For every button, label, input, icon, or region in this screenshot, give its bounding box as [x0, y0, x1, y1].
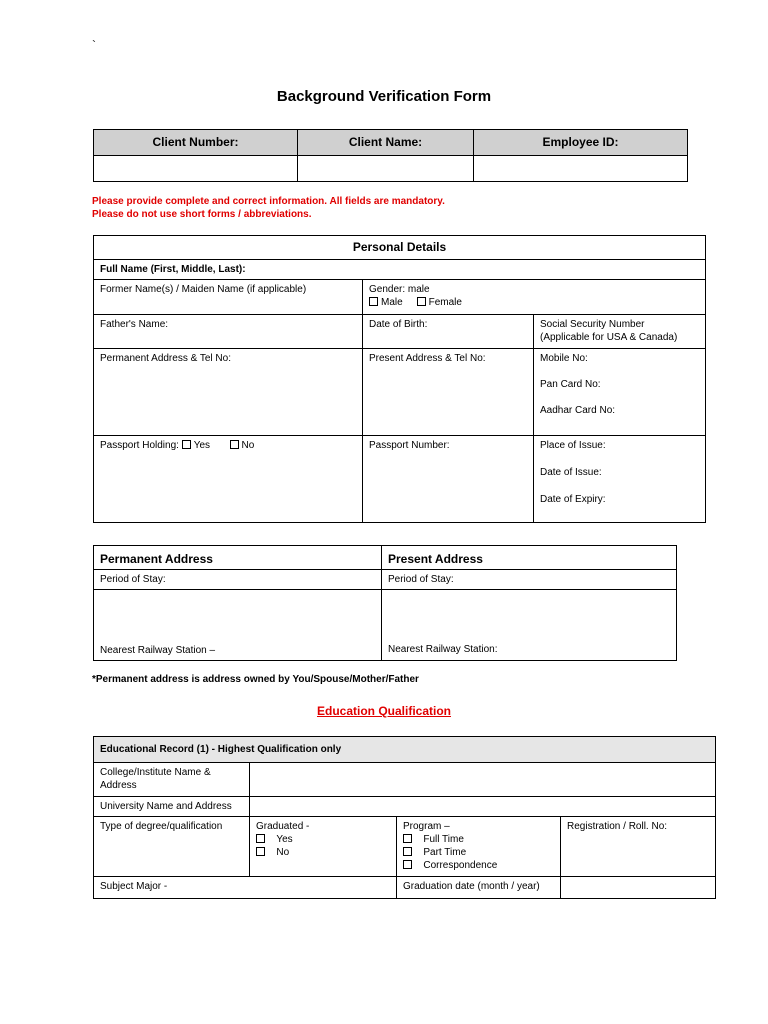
subject-major-field[interactable]	[94, 877, 397, 899]
university-label-cell	[94, 797, 250, 817]
form-title: Background Verification Form	[276, 88, 492, 105]
registration-field[interactable]	[561, 817, 716, 877]
graduation-date-label: Graduation date (month / year)	[403, 881, 540, 892]
program-label: Program –	[403, 821, 450, 832]
program-correspondence-option[interactable]	[403, 859, 554, 872]
instruction-line-1: Please provide complete and correct information. All fields are mandatory.	[92, 196, 445, 207]
college-label: College/Institute Name &	[100, 767, 211, 778]
present-period-field[interactable]	[382, 570, 677, 590]
education-table	[93, 736, 716, 899]
gender-female-option[interactable]	[417, 297, 462, 308]
present-railway-field[interactable]	[382, 590, 677, 661]
gender-male-option[interactable]	[369, 297, 403, 308]
passport-holding-label: Passport Holding:	[100, 440, 179, 451]
gender-label: Gender: male	[369, 284, 430, 295]
graduation-date-label-cell	[397, 877, 561, 899]
degree-type-label: Type of degree/qualification	[100, 821, 223, 832]
permanent-address-tel-label: Permanent Address & Tel No:	[100, 353, 231, 364]
present-period-label: Period of Stay:	[388, 574, 454, 585]
fathers-name-field[interactable]	[94, 315, 363, 349]
place-of-issue-label: Place of Issue:	[540, 440, 606, 451]
passport-no-checkbox[interactable]	[230, 440, 239, 449]
passport-dates-field[interactable]	[534, 436, 706, 523]
graduated-yes-checkbox[interactable]	[256, 834, 265, 843]
fathers-name-label: Father's Name:	[100, 319, 169, 330]
program-fulltime-label: Full Time	[423, 834, 464, 845]
gender-field	[363, 280, 706, 315]
program-correspondence-label: Correspondence	[423, 860, 498, 871]
female-label: Female	[428, 297, 462, 308]
graduated-yes-label: Yes	[276, 834, 293, 845]
dob-field[interactable]	[363, 315, 534, 349]
graduated-label: Graduated -	[256, 821, 310, 832]
date-of-issue-label: Date of Issue:	[540, 467, 602, 478]
pan-label: Pan Card No:	[540, 379, 601, 390]
program-parttime-checkbox[interactable]	[403, 847, 412, 856]
dob-label: Date of Birth:	[369, 319, 428, 330]
university-input[interactable]	[250, 797, 716, 817]
former-name-label: Former Name(s) / Maiden Name (if applicable)	[100, 284, 307, 295]
full-name-label: Full Name (First, Middle, Last):	[100, 264, 246, 275]
present-railway-label: Nearest Railway Station:	[388, 644, 498, 655]
tick-mark: `	[92, 38, 96, 52]
graduated-field	[250, 817, 397, 877]
client-table	[93, 129, 688, 182]
ssn-note: (Applicable for USA & Canada)	[540, 332, 678, 343]
permanent-address-header: Permanent Address	[94, 546, 382, 570]
male-label: Male	[381, 297, 403, 308]
education-title: Education Qualification	[316, 704, 451, 718]
graduated-no-option[interactable]	[256, 846, 390, 859]
full-name-field[interactable]	[94, 260, 706, 280]
college-input[interactable]	[250, 763, 716, 797]
graduated-no-label: No	[276, 847, 290, 858]
program-parttime-label: Part Time	[423, 847, 467, 858]
passport-number-field[interactable]	[363, 436, 534, 523]
address-note: *Permanent address is address owned by You/Spouse/Mother/Father	[92, 674, 419, 685]
ssn-field[interactable]	[534, 315, 706, 349]
registration-label: Registration / Roll. No:	[567, 821, 668, 832]
present-address-tel-field[interactable]	[363, 349, 534, 436]
passport-no-label: No	[241, 440, 255, 451]
former-name-field[interactable]	[94, 280, 363, 315]
graduated-yes-option[interactable]	[256, 833, 390, 846]
client-name-header: Client Name:	[298, 130, 474, 156]
personal-details-title: Personal Details	[94, 236, 706, 260]
degree-type-field[interactable]	[94, 817, 250, 877]
date-of-expiry-label: Date of Expiry:	[540, 494, 606, 505]
education-record-header: Educational Record (1) - Highest Qualification only	[94, 737, 716, 763]
program-fulltime-option[interactable]	[403, 833, 554, 846]
aadhar-label: Aadhar Card No:	[540, 405, 616, 416]
passport-yes-checkbox[interactable]	[182, 440, 191, 449]
graduated-no-checkbox[interactable]	[256, 847, 265, 856]
permanent-railway-label: Nearest Railway Station –	[100, 645, 216, 656]
present-address-header: Present Address	[382, 546, 677, 570]
instruction-line-2: Please do not use short forms / abbreviations.	[92, 209, 312, 220]
employee-id-header: Employee ID:	[474, 130, 688, 156]
address-table	[93, 545, 677, 661]
program-parttime-option[interactable]	[403, 846, 554, 859]
employee-id-field[interactable]	[474, 156, 688, 182]
college-label-cell	[94, 763, 250, 797]
client-number-field[interactable]	[94, 156, 298, 182]
client-name-field[interactable]	[298, 156, 474, 182]
permanent-address-tel-field[interactable]	[94, 349, 363, 436]
program-correspondence-checkbox[interactable]	[403, 860, 412, 869]
passport-yes-label: Yes	[193, 440, 211, 451]
client-number-header: Client Number:	[94, 130, 298, 156]
ssn-label: Social Security Number	[540, 319, 645, 330]
program-field	[397, 817, 561, 877]
present-address-tel-label: Present Address & Tel No:	[369, 353, 486, 364]
personal-details-table	[93, 235, 706, 523]
permanent-period-label: Period of Stay:	[100, 574, 166, 585]
permanent-railway-field[interactable]	[94, 590, 382, 661]
program-fulltime-checkbox[interactable]	[403, 834, 412, 843]
permanent-period-field[interactable]	[94, 570, 382, 590]
female-checkbox[interactable]	[417, 297, 426, 306]
graduation-date-input[interactable]	[561, 877, 716, 899]
subject-major-label: Subject Major -	[100, 881, 168, 892]
college-label-address: Address	[100, 780, 137, 791]
university-label: University Name and Address	[100, 801, 232, 812]
passport-holding-field	[94, 436, 363, 523]
male-checkbox[interactable]	[369, 297, 378, 306]
mobile-label: Mobile No:	[540, 353, 588, 364]
passport-number-label: Passport Number:	[369, 440, 450, 451]
contact-ids-field[interactable]	[534, 349, 706, 436]
